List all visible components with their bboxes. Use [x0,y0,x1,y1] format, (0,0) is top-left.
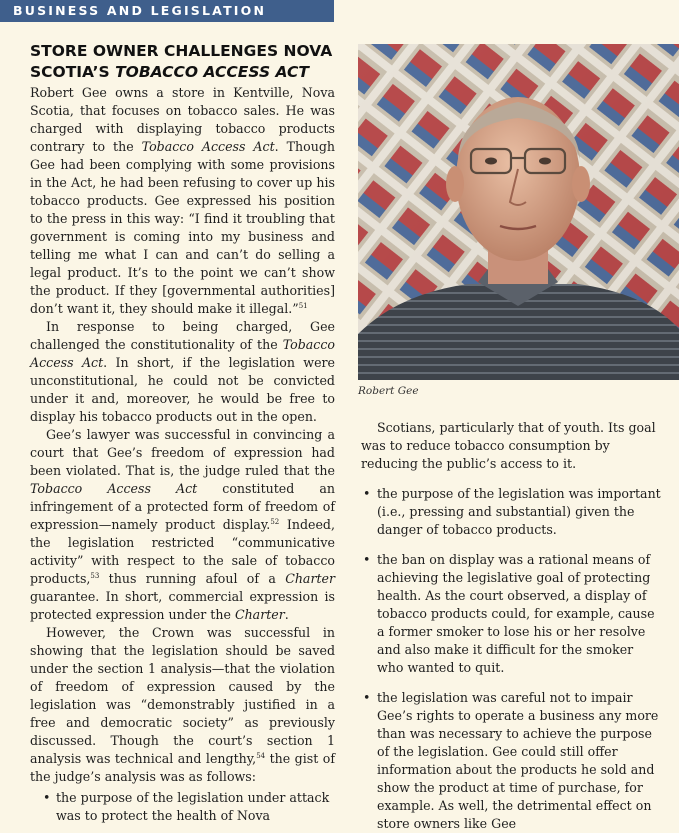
article-column-right [361,419,661,833]
section-header: BUSINESS AND LEGISLATION [0,0,334,22]
article-column-left [30,84,335,825]
analysis-list-start [30,789,335,825]
headline-line-1: STORE OWNER CHALLENGES NOVA [30,42,333,60]
list-item: • the legislation was careful not to impair Gee’s rights to operate a business any more than was necessary to achieve the purpose of the legislation. Gee could still offer information about the products he sold and show the product at time of purchase, for example. As well, the detrimental effect on store owners like Gee [361,689,661,833]
robert-gee-photo [358,44,679,380]
headline-line-2: SCOTIA’S TOBACCO ACCESS ACT [30,63,309,81]
paragraph-2: In response to being charged, Gee challenged the constitutionality of the Tobacco Access Act. In short, if the legislation were unconstitutional, he could not be convicted under it and, moreover, he would be free to display his tobacco products out in the open. [30,319,336,424]
paragraph-3: Gee’s lawyer was successful in convincing a court that Gee’s freedom of expression had been violated. That is, the judge ruled that the Tobacco Access Act constituted an infringement of a protected form of freedom of expression—namely product display.$^{52}$ Indeed, the legislation restricted “communicative activity” with respect to the sale of tobacco products,$^{53}$ thus running afoul of a Charter guarantee. In short, commercial expression is protected expression under the Charter. [30,427,336,622]
list-item-continuation: Scotians, particularly that of youth. Its goal was to reduce tobacco consumption by reducing the public’s access to it. [361,420,656,471]
list-item: • the ban on display was a rational means of achieving the legislative goal of protecting health. As the court observed, a display of tobacco products could, for example, cause a former smoker to lose his or her resolve and also make it difficult for the smoker who wanted to quit. [361,551,661,677]
article-headline [30,41,360,83]
portrait-illustration [358,44,679,380]
paragraph-4: However, the Crown was successful in showing that the legislation should be saved under the section 1 analysis—that the violation of freedom of expression caused by the legislation was “demonstrably justified in a free and democratic society” as previously discussed. Though the court’s section 1 analysis was technical and lengthy,$^{54}$ the gist of the judge’s analysis was as follows: [30,625,335,784]
analysis-list [361,485,661,833]
photo-caption: Robert Gee [358,385,419,397]
paragraph-1: Robert Gee owns a store in Kentville, Nova Scotia, that focuses on tobacco sales. He was charged with displaying tobacco products contrary to the Tobacco Access Act. Though Gee had been complying with some provisions in the Act, he had been refusing to cover up his tobacco products. Gee expressed his position to the press in this way: “I find it troubling that government is coming into my business and telling me what I can and can’t do selling a legal product. It’s to the point we can’t show the product. If they [governmental authorities] don’t want it, they should make it illegal.”$^{51}$ [30,85,336,316]
list-item: • the purpose of the legislation under attack was to protect the health of Nova [30,789,335,825]
list-item: • the purpose of the legislation was important (i.e., pressing and substantial) given the danger of tobacco products. [361,485,661,539]
